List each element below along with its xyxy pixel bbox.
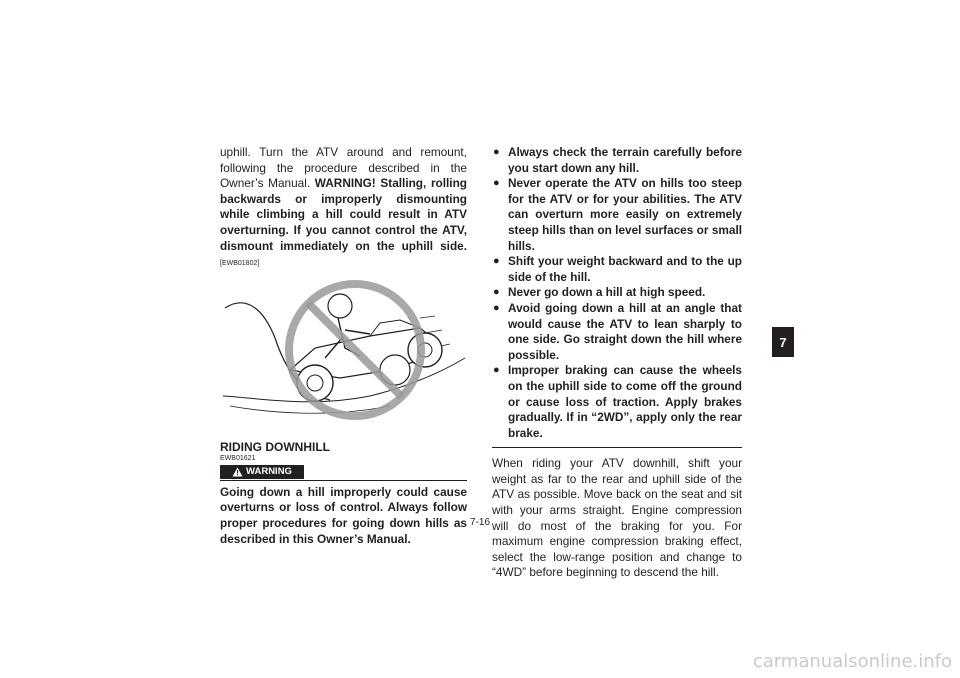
warning-end-rule — [492, 447, 742, 448]
bullet-icon: ● — [493, 286, 500, 299]
right-column — [492, 145, 742, 581]
list-item: ● Improper braking can cause the wheels on the uphill side to come off the ground or cause loss of traction. Apply brakes gradually. If in “2WD”, apply only the rear brake. — [493, 363, 742, 440]
watermark: carmanualsonline.info — [752, 651, 952, 672]
warning-badge — [220, 465, 304, 479]
list-item: ● Shift your weight backward and to the up side of the hill. — [493, 254, 742, 284]
warning-text: Going down a hill improperly could cause overturns or loss of control. Always follow proper procedures for going down hills as described in this Owner’s Manual. — [220, 484, 467, 546]
prohibited-uphill-illustration — [220, 278, 467, 428]
list-item: ● Never go down a hill at high speed. — [493, 285, 706, 300]
bullet-icon: ● — [493, 255, 500, 268]
chapter-tab: 7 — [772, 327, 794, 357]
bullet-icon: ● — [493, 177, 500, 190]
inline-warning-code: [EWB01802] — [220, 260, 260, 268]
inline-warning: WARNING! Stalling, rolling backwards or improperly dismounting while climbing a hill could result in ATV overturning. If you cannot control the ATV, dismount immediately on the uphill side. — [220, 176, 467, 253]
warning-label: WARNING — [246, 465, 292, 477]
bullet-icon: ● — [493, 146, 500, 158]
list-item: ● Never operate the ATV on hills too steep for the ATV or for your abilities. The ATV can overturn more easily on extremely steep hills than on level surfaces or small hills. — [493, 176, 742, 253]
section-code: EWB01621 — [220, 454, 256, 462]
bullet-icon: ● — [493, 364, 500, 377]
page-number: 7-16 — [470, 517, 491, 528]
intro-text: uphill. Turn the ATV around and remount, following the procedure described in the Owner’s Manual. — [220, 145, 467, 191]
left-column — [220, 145, 467, 547]
warning-triangle-icon — [232, 467, 243, 477]
bullet-icon: ● — [493, 301, 500, 314]
atv-illustration-svg — [220, 278, 467, 428]
intro-paragraph — [220, 145, 467, 272]
section-heading: RIDING DOWNHILL — [220, 439, 330, 454]
list-item: ● Always check the terrain carefully before you start down any hill. — [493, 145, 742, 175]
safety-bullet-list — [492, 145, 742, 441]
warning-header — [220, 465, 467, 481]
warning-rule — [220, 480, 467, 481]
body-paragraph: When riding your ATV downhill, shift your weight as far to the rear and uphill side of the ATV as possible. Move back on the seat and sit with your arms straight. Engine compression will do most of the braking for you. For maximum engine compression braking effect, select the low-range position and change to “4WD” before beginning to descend the hill. — [492, 456, 742, 580]
list-item: ● Avoid going down a hill at an angle that would cause the ATV to lean sharply to one side. Go straight down the hill where possible. — [493, 300, 742, 362]
